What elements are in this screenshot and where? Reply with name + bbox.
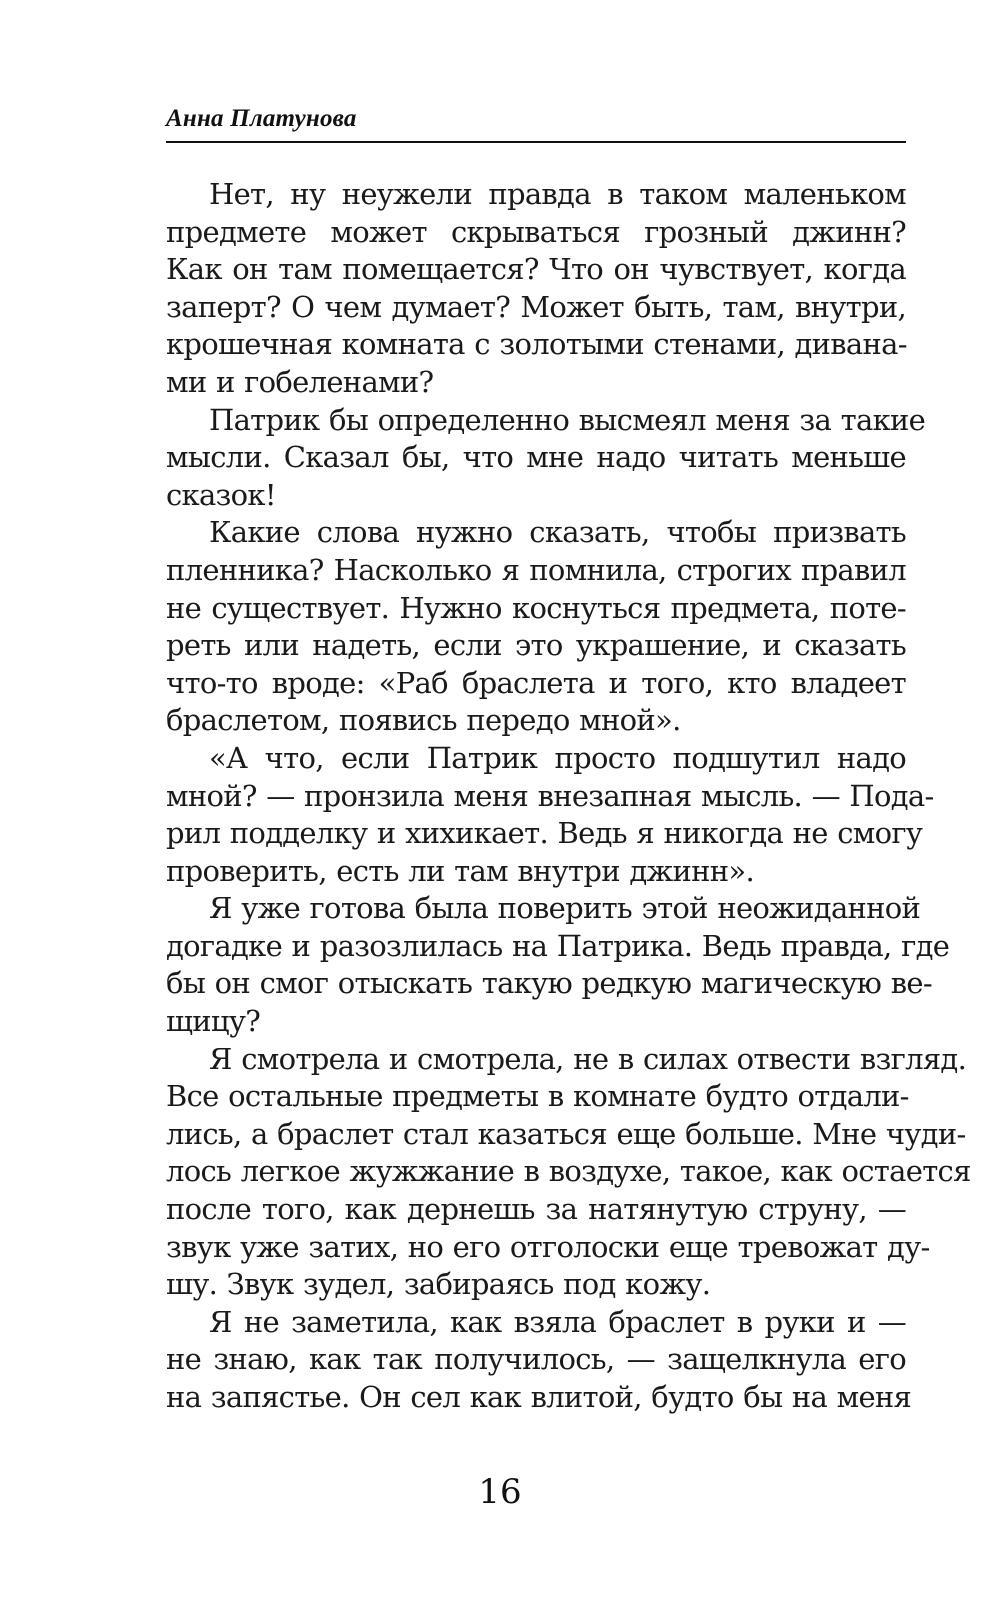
text-line: браслетом, появись передо мной». [166,703,681,738]
text-line: сказок! [166,477,276,512]
page-number: 16 [478,1472,522,1512]
text-line: крошечная комната с золотыми стенами, дивана- [166,327,907,362]
text-line: ми и гобеленами? [166,364,434,399]
text-line: Как он там помещается? Что он чувствует, когда [166,252,906,287]
text-line: не существует. Нужно коснуться предмета, поте- [166,590,906,625]
text-line: проверить, есть ли там внутри джинн». [166,853,754,888]
header-rule [166,141,906,143]
text-line: лось легкое жужжание в воздухе, такое, как остается [166,1154,971,1189]
text-line: Нет, ну неужели правда в таком маленьком [209,177,906,211]
text-line: после того, как дернешь за натянутую струну, — [166,1192,906,1227]
text-line: «А что, если Патрик просто подшутил надо [209,740,906,775]
text-line: Патрик бы определенно высмеял меня за такие [209,402,926,437]
text-line: что-то вроде: «Раб браслета и того, кто владеет [166,665,906,700]
text-line: рил подделку и хихикает. Ведь я никогда не смогу [166,816,923,851]
body-text [166,176,971,1417]
text-line: Я не заметила, как взяла браслет в руки и — [209,1304,906,1339]
text-line: Все остальные предметы в комнате будто отдали- [166,1079,909,1114]
text-line: бы он смог отыскать такую редкую магическую ве- [166,966,932,1001]
text-line: на запястье. Он сел как влитой, будто бы на меня [166,1380,912,1414]
text-line: реть или надеть, если это украшение, и сказать [166,628,906,663]
text-line: пленника? Насколько я помнила, строгих правил [166,552,906,587]
text-line: мной? — пронзила меня внезапная мысль. — Пода- [166,778,934,813]
text-line: мысли. Сказал бы, что мне надо читать меньше [166,440,906,475]
text-line: шу. Звук зудел, забираясь под кожу. [166,1267,711,1302]
text-line: щицу? [166,1004,261,1039]
text-line: лись, а браслет стал казаться еще больше. Мне чуди- [166,1116,966,1151]
text-line: предмете может скрываться грозный джинн? [166,214,906,249]
text-line: догадке и разозлилась на Патрика. Ведь правда, где [166,928,950,963]
text-line: не знаю, как так получилось, — защелкнула его [166,1342,906,1377]
text-line: Я уже готова была поверить этой неожиданной [209,891,921,926]
text-line: Какие слова нужно сказать, чтобы призвать [209,515,906,550]
running-head-author: Анна Платунова [166,105,357,132]
text-line: Я смотрела и смотрела, не в силах отвести взгляд. [209,1041,967,1076]
text-line: заперт? О чем думает? Может быть, там, внутри, [166,289,906,324]
text-line: звук уже затих, но его отголоски еще тревожат ду- [166,1229,930,1264]
